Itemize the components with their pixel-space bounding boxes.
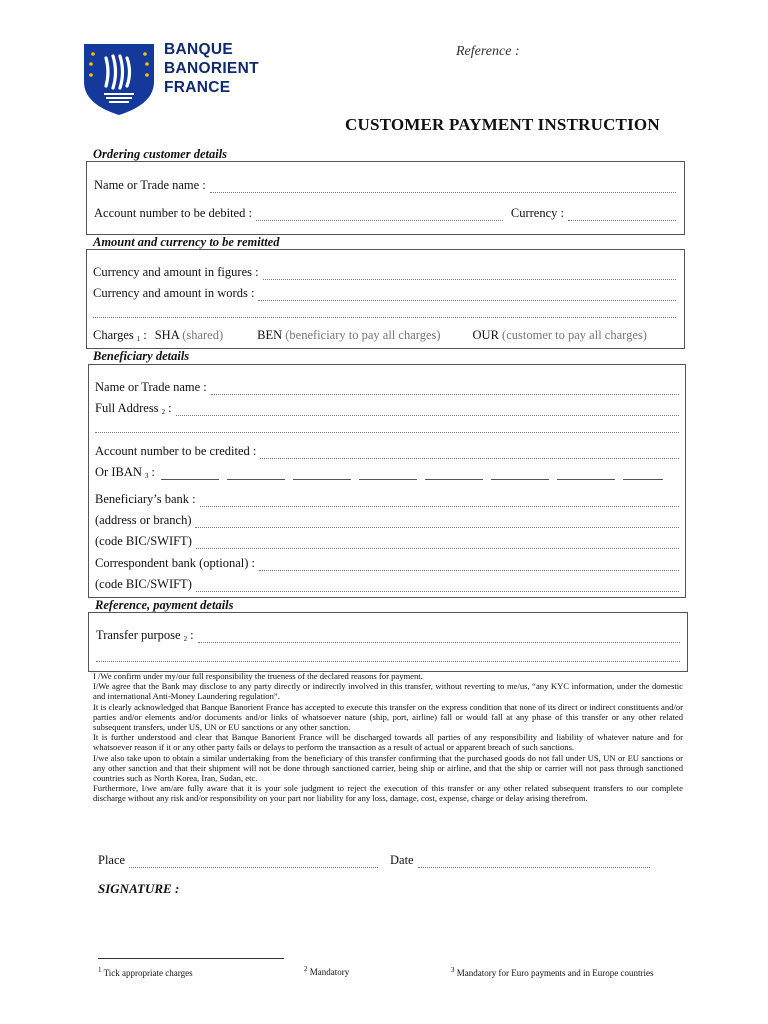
purpose-footnote-ref: 2 (183, 635, 188, 643)
ordering-name-label: Name or Trade name : (94, 178, 206, 192)
charge-option-sha[interactable] (155, 328, 223, 343)
ben-bank-row (95, 491, 679, 507)
date-row (390, 852, 650, 868)
bank-name-line3: FRANCE (164, 79, 231, 96)
ben-branch-field[interactable] (195, 517, 679, 528)
correspondent-label: Correspondent bank (optional) : (95, 556, 256, 570)
charges-footnote-ref: 1 (136, 335, 141, 343)
ben-address-row (95, 400, 679, 416)
ben-bank-label: Beneficiary’s bank : (95, 492, 196, 506)
ordering-currency-label: Currency : (510, 206, 564, 220)
address-footnote-ref: 2 (161, 408, 166, 416)
our-code: OUR (472, 328, 499, 342)
our-desc: (customer to pay all charges) (502, 328, 647, 342)
ben-name-label: Name or Trade name : (95, 380, 207, 394)
ordering-heading: Ordering customer details (93, 147, 228, 161)
footnote-2-text: Mandatory (309, 967, 350, 977)
correspondent-field[interactable] (259, 560, 679, 571)
legal-p5: I/we also take upon to obtain a similar undertaking from the beneficiary of this transfer confirming that the purchased goods do not fall under US, UN or EU sanctions or any other sanction and that their shipment will not be done through sanctioned carrier, being ship or airline, and that the ship or carrier will not pass through sanctioned countries such as North Korea, Iran, Sudan, etc. (93, 752, 683, 784)
place-label: Place (98, 853, 126, 867)
footnote-1 (98, 966, 193, 978)
iban-group-7[interactable] (557, 469, 615, 480)
ben-bic-field[interactable] (196, 538, 679, 549)
ben-address-colon: : (168, 401, 172, 415)
footnote-3-text: Mandatory for Euro payments and in Europe countries (456, 968, 654, 978)
legal-p6: Furthermore, I/we am/are fully aware that it is your sole judgment to reject the execution of this transfer or any other related subsequent transfers to our complete discharge without any risk and/or responsibility on your part nor liability for any loss, damage, cost, expense, charge or delay arising therefrom. (93, 783, 683, 804)
reference-label: Reference : (456, 44, 520, 59)
footnote-rule (98, 958, 284, 959)
iban-group-4[interactable] (359, 469, 417, 480)
bank-name (164, 40, 259, 97)
ordering-account-field[interactable] (256, 210, 503, 221)
ordering-account-row (94, 205, 676, 221)
ben-address-label: Full Address (95, 401, 159, 415)
purpose-label: Transfer purpose (96, 628, 181, 642)
amount-heading: Amount and currency to be remitted (93, 235, 280, 249)
charges-row (93, 327, 679, 343)
amount-figures-row (93, 264, 676, 280)
ben-account-row (95, 443, 679, 459)
ben-address-field[interactable] (176, 405, 679, 416)
page-title: CUSTOMER PAYMENT INSTRUCTION (345, 115, 660, 134)
iban-group-1[interactable] (161, 469, 219, 480)
ordering-name-field[interactable] (210, 182, 676, 193)
charges-colon: : (143, 328, 147, 342)
ben-branch-row (95, 512, 679, 528)
legal-p1: I /We confirm under my/our full responsibility the trueness of the declared reasons for payment. (93, 671, 423, 681)
charges-label: Charges (93, 328, 134, 342)
correspondent-row (95, 555, 679, 571)
iban-colon: : (151, 465, 155, 479)
footnote-3 (451, 966, 653, 978)
amount-words-label: Currency and amount in words : (93, 286, 255, 300)
signature-label: SIGNATURE : (98, 881, 180, 896)
legal-p3: It is clearly acknowledged that Banque Banorient France has accepted to execute this transfer on the express condition that none of its direct or indirect constituents and/or parties and/or elements and/or documents and/or links of whatsoever nature (ship, port, airline) fall or would fall at any phase of this transfer or any other related subsequent transfers, under US, UN or EU sanctions or any other sanction. (93, 701, 683, 733)
ben-address-field-2[interactable] (95, 431, 679, 433)
place-field[interactable] (129, 857, 378, 868)
sha-code: SHA (154, 328, 180, 342)
bank-logo-icon (82, 42, 156, 116)
ben-code: BEN (257, 328, 283, 342)
amount-words-row (93, 285, 676, 301)
amount-figures-label: Currency and amount in figures : (93, 265, 259, 279)
correspondent-bic-field[interactable] (196, 581, 679, 592)
legal-p4: It is further understood and clear that Banque Banorient France will be discharged towards all parties of any responsibility and liability of whatever nature and for whatsoever reason if it or any other party fails or delays to perform the transaction as a result of actual or apparent breach of such sanctions. (93, 732, 683, 753)
ordering-account-label: Account number to be debited : (94, 206, 252, 220)
ben-bic-label: (code BIC/SWIFT) (95, 534, 192, 548)
legal-declaration (93, 671, 683, 804)
date-field[interactable] (418, 857, 650, 868)
reference-box (88, 612, 688, 672)
iban-label: Or IBAN (95, 465, 142, 479)
iban-group-2[interactable] (227, 469, 285, 480)
iban-group-3[interactable] (293, 469, 351, 480)
bank-name-line2: BANORIENT (164, 60, 259, 77)
ben-name-row (95, 379, 679, 395)
ben-branch-label: (address or branch) (95, 513, 192, 527)
ordering-currency-field[interactable] (568, 210, 676, 221)
purpose-row (96, 627, 680, 643)
place-row (98, 852, 378, 868)
iban-group-6[interactable] (491, 469, 549, 480)
amount-figures-field[interactable] (263, 269, 676, 280)
ben-name-field[interactable] (211, 384, 679, 395)
ordering-name-row (94, 177, 676, 193)
footnote-3-num: 3 (451, 966, 455, 974)
purpose-colon: : (190, 628, 194, 642)
correspondent-bic-label: (code BIC/SWIFT) (95, 577, 192, 591)
correspondent-bic-row (95, 576, 679, 592)
bank-name-line1: BANQUE (164, 41, 233, 58)
iban-footnote-ref: 3 (144, 472, 149, 480)
sha-desc: (shared) (182, 328, 224, 342)
iban-group-5[interactable] (425, 469, 483, 480)
amount-box (86, 249, 685, 349)
charge-option-ben[interactable] (257, 328, 440, 343)
footnote-2-num: 2 (304, 965, 308, 973)
beneficiary-box (88, 364, 686, 598)
amount-words-field[interactable] (258, 290, 676, 301)
iban-group-8[interactable] (623, 469, 663, 480)
ben-bank-field[interactable] (200, 496, 679, 507)
footnote-1-num: 1 (98, 966, 102, 974)
ben-account-field[interactable] (260, 448, 679, 459)
footnote-1-text: Tick appropriate charges (103, 968, 193, 978)
ben-desc: (beneficiary to pay all charges) (285, 328, 441, 342)
purpose-field-2[interactable] (96, 660, 680, 662)
reference-heading: Reference, payment details (95, 598, 234, 612)
iban-row (95, 464, 679, 480)
purpose-field[interactable] (198, 632, 680, 643)
charge-option-our[interactable] (473, 328, 647, 343)
legal-p2: I/We agree that the Bank may disclose to any party directly or indirectly involved in this transfer, without reverting to me/us, “any KYC information, under the domestic and international Anti-Money Laundering regulation”. (93, 681, 683, 702)
signature-area[interactable] (170, 890, 470, 950)
beneficiary-heading: Beneficiary details (93, 349, 190, 363)
amount-words-field-2[interactable] (93, 316, 676, 318)
date-label: Date (390, 853, 414, 867)
ordering-box (86, 161, 685, 235)
footnote-2 (304, 965, 349, 977)
ben-bic-row (95, 533, 679, 549)
ben-account-label: Account number to be credited : (95, 444, 257, 458)
